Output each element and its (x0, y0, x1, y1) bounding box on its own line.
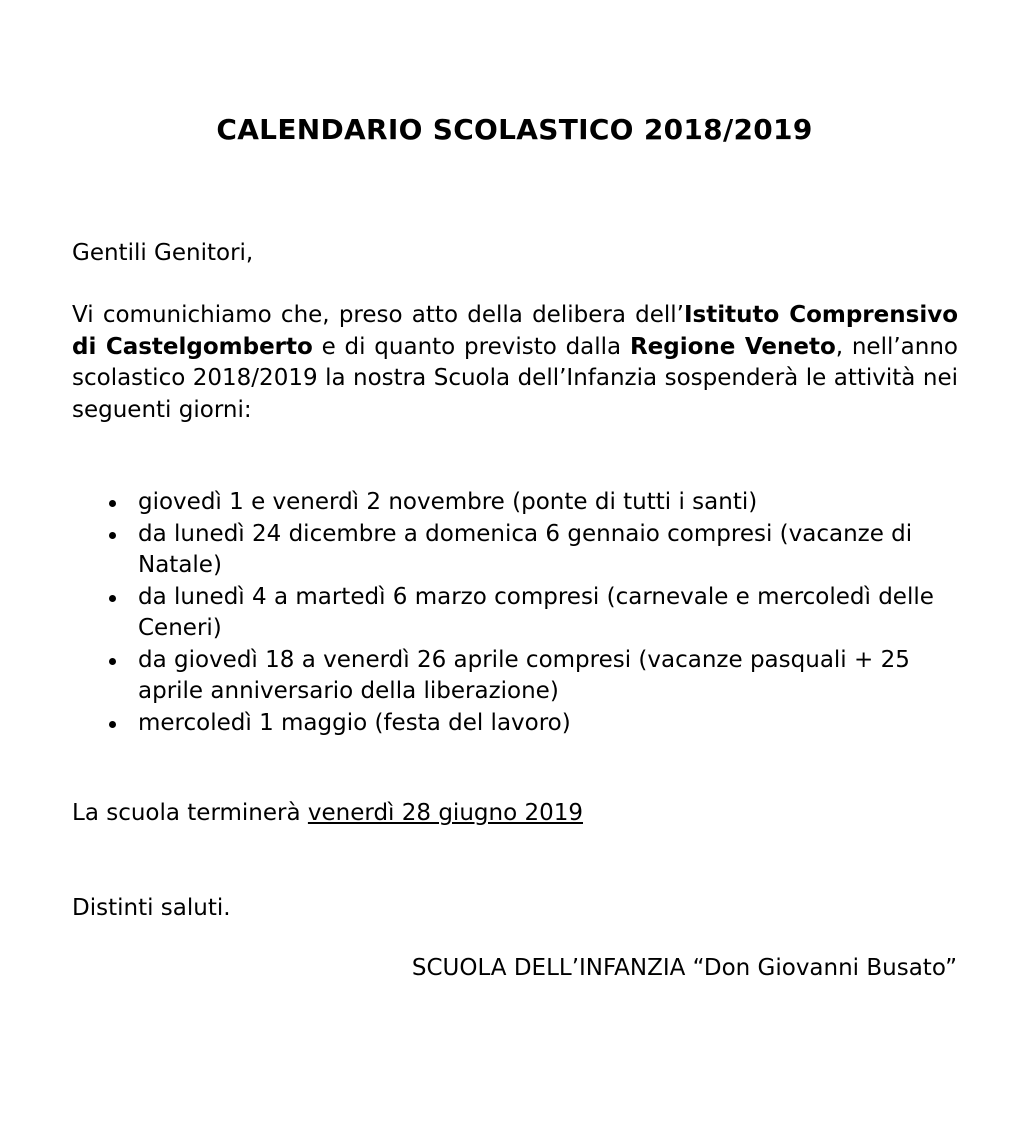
region-name: Regione Veneto (629, 333, 836, 360)
intro-paragraph (72, 300, 958, 426)
list-item: mercoledì 1 maggio (festa del lavoro) (72, 708, 952, 740)
intro-text-1: Vi comunichiamo che, preso atto della delibera dell’ (72, 302, 684, 328)
list-item: giovedì 1 e venerdì 2 novembre (ponte di tutti i santi) (72, 487, 952, 519)
salutation: Gentili Genitori, (72, 240, 254, 266)
school-end-text: La scuola terminerà (72, 800, 308, 826)
intro-text-2: e di quanto previsto dalla (312, 333, 630, 360)
signature: SCUOLA DELL’INFANZIA “Don Giovanni Busato” (411, 955, 957, 981)
intro-text-3: , nell’anno scolastico 2018/2019 la nostra Scuola dell’Infanzia sospenderà le attività nei seguenti giorni: (72, 333, 958, 423)
list-item: da lunedì 24 dicembre a domenica 6 gennaio compresi (vacanze di Natale) (72, 519, 952, 582)
list-item: da giovedì 18 a venerdì 26 aprile compresi (vacanze pasquali + 25 aprile anniversario della liberazione) (72, 645, 952, 708)
list-item: da lunedì 4 a martedì 6 marzo compresi (carnevale e mercoledì delle Ceneri) (72, 582, 952, 645)
document-title: CALENDARIO SCOLASTICO 2018/2019 (216, 113, 813, 146)
school-end-line (72, 800, 583, 826)
closing-greeting: Distinti saluti. (72, 895, 231, 921)
closure-list (72, 487, 952, 739)
institute-name: Istituto Comprensivo di Castelgomberto (72, 302, 958, 360)
school-end-date: venerdì 28 giugno 2019 (307, 800, 583, 826)
